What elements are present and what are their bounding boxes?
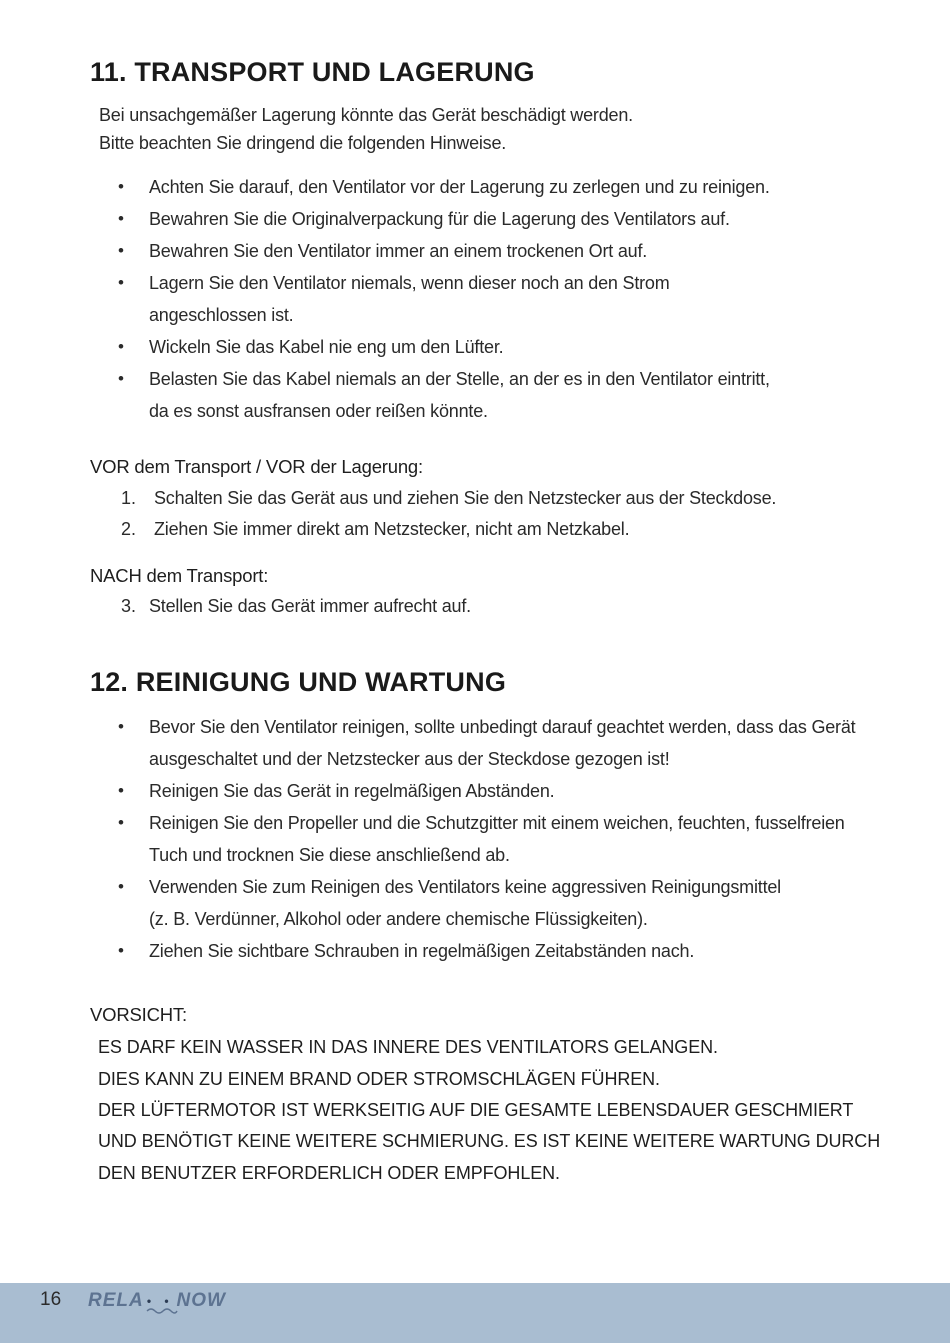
bullet-icon: • — [118, 241, 124, 260]
list-item: Reinigen Sie das Gerät in regelmäßigen Abständen. — [149, 781, 555, 801]
step-number: 2. — [121, 519, 137, 539]
list-item-continuation: angeschlossen ist. — [149, 305, 294, 325]
caution-label: VORSICHT: — [90, 1004, 187, 1025]
bullet-icon: • — [118, 941, 124, 960]
caution-line: ES DARF KEIN WASSER IN DAS INNERE DES VENTILATORS GELANGEN. — [98, 1037, 718, 1057]
logo-text-left: RELA — [88, 1290, 144, 1311]
bullet-icon: • — [118, 877, 124, 896]
bullet-icon: • — [118, 369, 124, 388]
caution-line: DER LÜFTERMOTOR IST WERKSEITIG AUF DIE GESAMTE LEBENSDAUER GESCHMIERT — [98, 1100, 854, 1120]
step-number: 3. — [121, 596, 137, 616]
bullet-icon: • — [118, 781, 124, 800]
list-item: Verwenden Sie zum Reinigen des Ventilators keine aggressiven Reinigungsmittel — [149, 877, 781, 897]
page-number: 16 — [40, 1289, 62, 1310]
list-item: Bewahren Sie den Ventilator immer an einem trockenen Ort auf. — [149, 241, 648, 261]
bullet-icon: • — [118, 209, 124, 228]
bullet-icon: • — [118, 337, 124, 356]
logo-dots: • • — [146, 1293, 174, 1308]
intro-line-2: Bitte beachten Sie dringend die folgenden Hinweise. — [99, 133, 507, 153]
list-item: Bewahren Sie die Originalverpackung für die Lagerung des Ventilators auf. — [149, 209, 730, 229]
section-11-title: 11. TRANSPORT UND LAGERUNG — [90, 57, 535, 87]
logo-text-right: NOW — [176, 1290, 226, 1311]
list-item-continuation: Tuch und trocknen Sie diese anschließend ab. — [149, 845, 510, 865]
list-item-continuation: ausgeschaltet und der Netzstecker aus der Steckdose gezogen ist! — [149, 749, 670, 769]
after-transport-label: NACH dem Transport: — [90, 565, 269, 586]
step-number: 1. — [121, 488, 137, 508]
caution-line: DIES KANN ZU EINEM BRAND ODER STROMSCHLÄGEN FÜHREN. — [98, 1069, 660, 1089]
caution-line: DEN BENUTZER ERFORDERLICH ODER EMPFOHLEN. — [98, 1163, 560, 1183]
list-item: Belasten Sie das Kabel niemals an der Stelle, an der es in den Ventilator eintritt, — [149, 369, 770, 389]
list-item: Wickeln Sie das Kabel nie eng um den Lüfter. — [149, 337, 504, 357]
list-item: Reinigen Sie den Propeller und die Schutzgitter mit einem weichen, feuchten, fusselfreien — [149, 813, 845, 833]
section-12-title: 12. REINIGUNG UND WARTUNG — [90, 667, 507, 697]
intro-line-1: Bei unsachgemäßer Lagerung könnte das Gerät beschädigt werden. — [99, 105, 633, 125]
list-item-continuation: (z. B. Verdünner, Alkohol oder andere chemische Flüssigkeiten). — [149, 909, 648, 929]
bullet-icon: • — [118, 273, 124, 292]
step-text: Ziehen Sie immer direkt am Netzstecker, nicht am Netzkabel. — [154, 519, 630, 539]
step-text: Schalten Sie das Gerät aus und ziehen Sie den Netzstecker aus der Steckdose. — [154, 488, 777, 508]
brand-logo — [88, 1290, 226, 1316]
bullet-icon: • — [118, 813, 124, 832]
caution-line: UND BENÖTIGT KEINE WEITERE SCHMIERUNG. ES IST KEINE WEITERE WARTUNG DURCH — [98, 1131, 881, 1151]
bullet-icon: • — [118, 717, 124, 736]
bullet-icon: • — [118, 177, 124, 196]
list-item: Achten Sie darauf, den Ventilator vor der Lagerung zu zerlegen und zu reinigen. — [149, 177, 770, 197]
wave-icon — [146, 1307, 178, 1315]
list-item-continuation: da es sonst ausfransen oder reißen könnte. — [149, 401, 488, 421]
list-item: Lagern Sie den Ventilator niemals, wenn dieser noch an den Strom — [149, 273, 670, 293]
list-item: Bevor Sie den Ventilator reinigen, sollte unbedingt darauf geachtet werden, dass das Gerät — [149, 717, 856, 737]
list-item: Ziehen Sie sichtbare Schrauben in regelmäßigen Zeitabständen nach. — [149, 941, 695, 961]
before-transport-label: VOR dem Transport / VOR der Lagerung: — [90, 456, 423, 477]
step-text: Stellen Sie das Gerät immer aufrecht auf. — [149, 596, 471, 616]
